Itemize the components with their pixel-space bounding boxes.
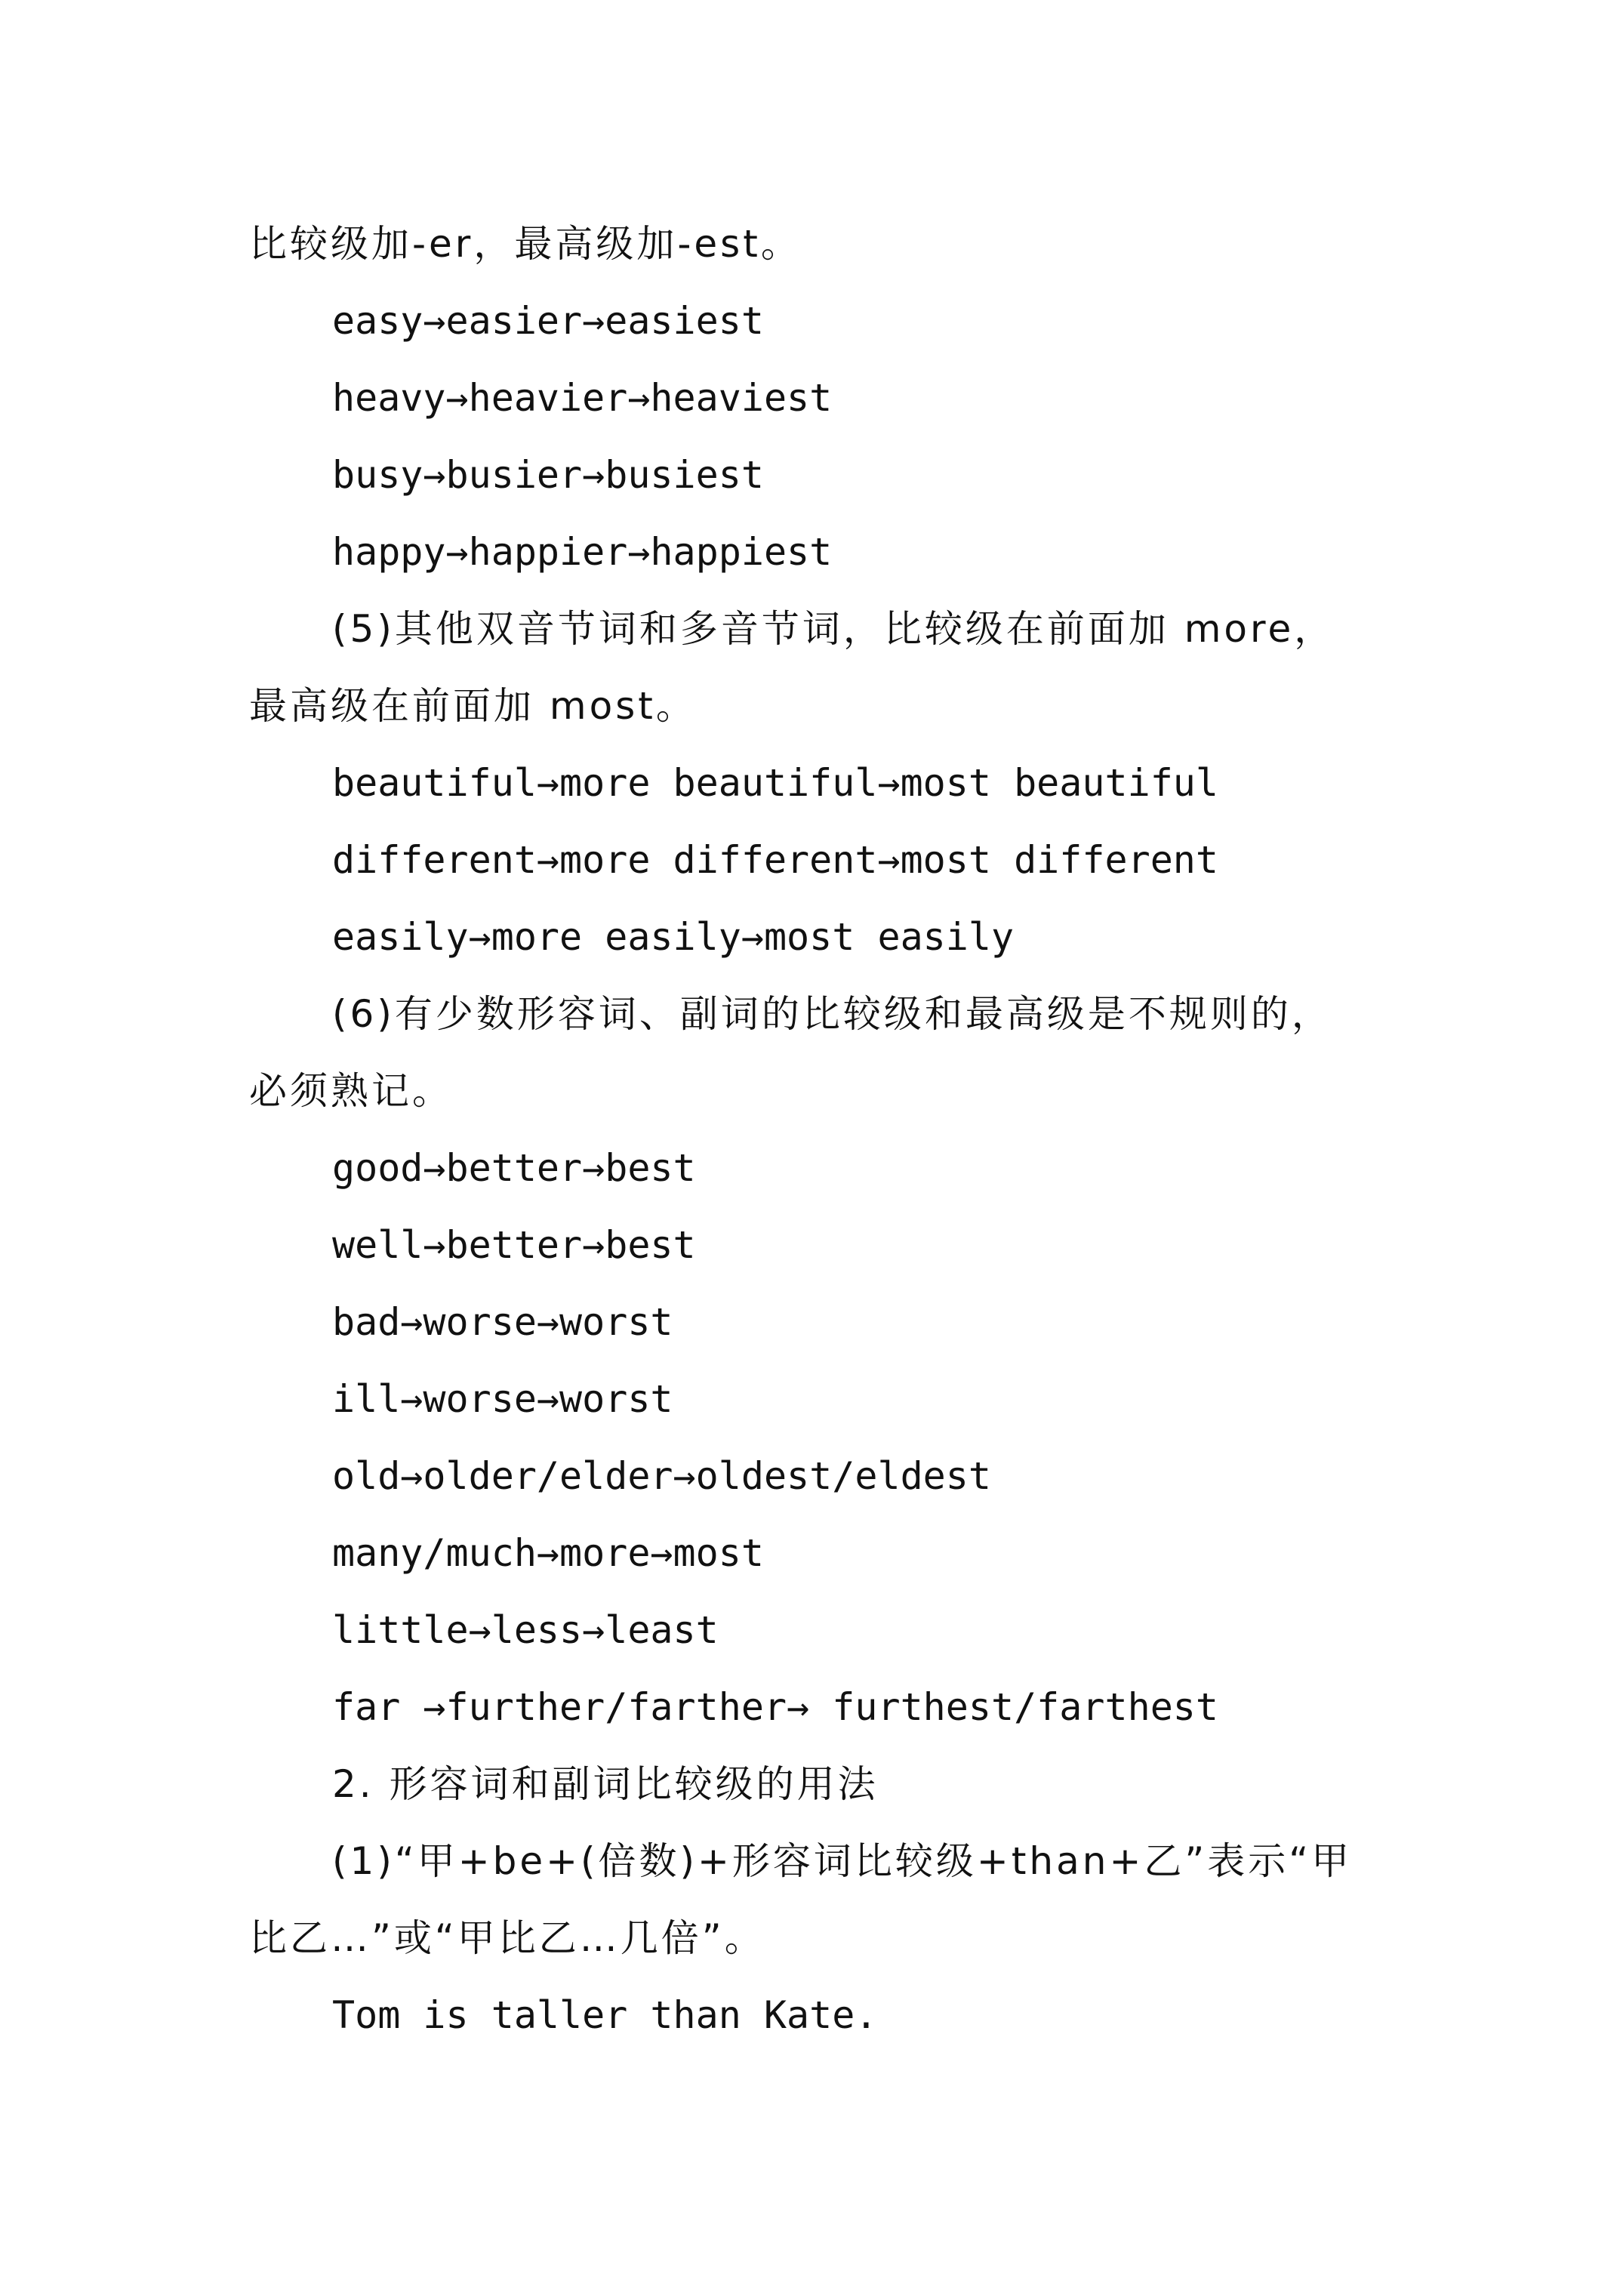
example-old: old→older/elder→oldest/eldest [332, 1454, 991, 1498]
example-bad: bad→worse→worst [332, 1300, 673, 1344]
example-well: well→better→best [332, 1223, 696, 1267]
example-many-much: many/much→more→most [332, 1531, 764, 1575]
example-different: different→more different→most different [332, 838, 1218, 882]
example-little: little→less→least [332, 1608, 719, 1652]
rule-5-continuation: 最高级在前面加 most。 [249, 684, 697, 728]
rule-6-continuation: 必须熟记。 [249, 1069, 453, 1113]
example-good: good→better→best [332, 1146, 696, 1190]
rule-1-continuation: 比乙…”或“甲比乙…几倍”。 [249, 1916, 765, 1960]
text-line-rule-4-end: 比较级加-er，最高级加-est。 [249, 222, 802, 266]
example-heavy: heavy→heavier→heaviest [332, 376, 833, 420]
example-happy: happy→happier→happiest [332, 530, 833, 574]
example-beautiful: beautiful→more beautiful→most beautiful [332, 761, 1218, 805]
rule-1-heading: (1)“甲+be+(倍数)+形容词比较级+than+乙”表示“甲 [332, 1839, 1353, 1883]
section-2-heading: 2. 形容词和副词比较级的用法 [332, 1762, 879, 1806]
example-tom-kate: Tom is taller than Kate. [332, 1993, 878, 2037]
rule-5-heading: (5)其他双音节词和多音节词，比较级在前面加 more， [332, 607, 1335, 651]
example-ill: ill→worse→worst [332, 1377, 673, 1421]
rule-6-heading: (6)有少数形容词、副词的比较级和最高级是不规则的， [332, 992, 1332, 1036]
example-far: far →further/farther→ furthest/farthest [332, 1685, 1218, 1729]
example-easily: easily→more easily→most easily [332, 915, 1015, 959]
example-easy: easy→easier→easiest [332, 299, 764, 343]
example-busy: busy→busier→busiest [332, 453, 764, 497]
